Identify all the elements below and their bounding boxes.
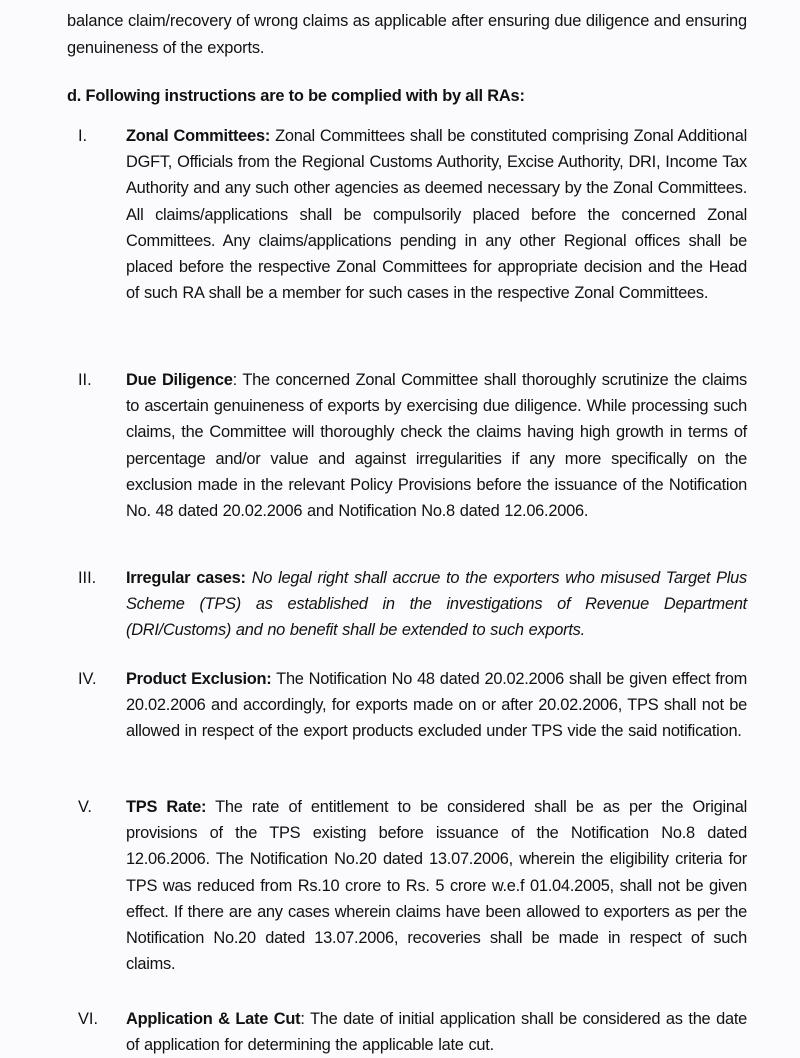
item-body bbox=[126, 565, 747, 644]
item-body bbox=[126, 794, 747, 977]
item-body bbox=[126, 666, 747, 745]
item-text: The rate of entitlement to be considered shall be as per the Original provisions of the TPS existing before issuance of the Notification No.8 dated 12.06.2006. The Notification No.20 dated 13.07.2006, wherein the eligibility criteria for TPS was reduced from Rs.10 crore to Rs. 5 crore w.e.f 01.04.2005, shall not be given effect. If there are any cases wherein claims have been allowed to exporters as per the Notification No.20 dated 13.07.2006, recoveries shall be made in respect of such claims. bbox=[126, 798, 747, 974]
item-numeral: II. bbox=[78, 371, 92, 389]
intro-paragraph: balance claim/recovery of wrong claims as applicable after ensuring due diligence and ensuring genuineness of the exports. bbox=[67, 12, 747, 57]
item-text: The Notification No 48 dated 20.02.2006 shall be given effect from 20.02.2006 and accordingly, for exports made on or after 20.02.2006, TPS shall not be allowed in respect of the export products excluded under TPS vide the said notification. bbox=[126, 670, 747, 741]
item-title: Application & Late Cut bbox=[126, 1010, 301, 1028]
item-numeral: V. bbox=[78, 798, 92, 816]
item-text: : The concerned Zonal Committee shall thoroughly scrutinize the claims to ascertain genuineness of exports by exercising due diligence. While processing such claims, the Committee will thoroughly check the claims having high growth in terms of percentage and/or value and against irregularities if any more specifically on the exclusion made in the relevant Policy Provisions before the issuance of the Notification No. 48 dated 20.02.2006 and Notification No.8 dated 12.06.2006. bbox=[126, 371, 747, 521]
item-text: : The date of initial application shall be considered as the date of application for determining the applicable late cut. bbox=[126, 1010, 747, 1055]
item-title: Zonal Committees: bbox=[126, 127, 271, 145]
item-title: TPS Rate: bbox=[126, 798, 207, 816]
item-text: No legal right shall accrue to the exporters who misused Target Plus Scheme (TPS) as established in the investigations of Revenue Department (DRI/Customs) and no benefit shall be extended to such exports. bbox=[126, 569, 747, 640]
item-body bbox=[126, 367, 747, 524]
section-heading: d. Following instructions are to be complied with by all RAs: bbox=[67, 87, 525, 105]
item-numeral: I. bbox=[78, 127, 88, 145]
item-title: Product Exclusion: bbox=[126, 670, 272, 688]
item-text: Zonal Committees shall be constituted comprising Zonal Additional DGFT, Officials from the Regional Customs Authority, Excise Authority, DRI, Income Tax Authority and any such other agencies as deemed necessary by the Zonal Committees. All claims/applications shall be compulsorily placed before the concerned Zonal Committees. Any claims/applications pending in any other Regional offices shall be placed before the respective Zonal Committees for appropriate decision and the Head of such RA shall be a member for such cases in the respective Zonal Committees. bbox=[126, 127, 747, 303]
item-numeral: VI. bbox=[78, 1010, 99, 1028]
item-numeral: III. bbox=[78, 569, 97, 587]
item-body bbox=[126, 123, 747, 306]
item-body bbox=[126, 1006, 747, 1058]
item-numeral: IV. bbox=[78, 670, 97, 688]
item-title: Due Diligence bbox=[126, 371, 233, 389]
item-title: Irregular cases: bbox=[126, 569, 246, 587]
